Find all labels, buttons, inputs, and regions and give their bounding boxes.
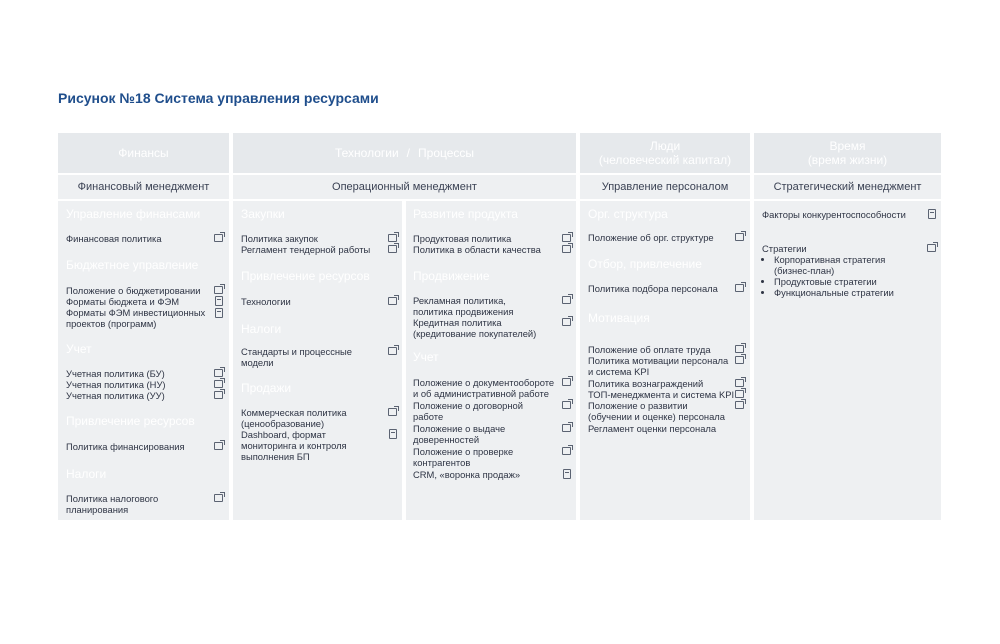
list-item: Положение о развитии (обучении и оценке) персонала [588,400,725,422]
group-title: Учет [66,342,92,356]
list-item: Положение о проверке контрагентов [413,446,514,468]
group-title: Орг. структура [588,207,668,221]
folder-icon [927,244,936,252]
list-item: Стандарты и процессные модели [241,346,353,368]
column-time [754,133,941,520]
folder-icon [735,356,744,364]
document-icon [215,308,223,318]
column-header [58,133,229,173]
column-header-text: Время [829,139,866,153]
list-item: Факторы конкурентоспособности [762,209,906,220]
list-item: Положение об орг. структуре [588,232,714,243]
list-item: Форматы бюджета и ФЭМ [66,296,180,307]
management-label: Стратегический менеджмент [754,175,941,199]
column-header-text: Технологии [334,146,399,160]
folder-icon [214,369,223,377]
folder-icon [562,234,571,242]
folder-icon [214,442,223,450]
strategies-title: Стратегии [762,243,807,254]
group-title: Привлечение ресурсов [241,269,370,283]
list-item: Учетная политика (УУ) [66,390,165,401]
list-item: (бизнес-план) [774,265,835,276]
column-technologies [233,133,576,520]
list-item: • Корпоративная стратегия [774,254,922,265]
list-item: Учетная политика (НУ) [66,379,166,390]
list-item: Технологии [241,296,291,307]
folder-icon [388,408,397,416]
list-item: Положение о договорной работе [413,400,524,422]
folder-icon [214,234,223,242]
list-item: Регламент оценки персонала [588,423,717,434]
folder-icon [214,494,223,502]
column-header-subtext: (время жизни) [807,153,888,167]
column-body [58,201,229,520]
list-item: Политика подбора персонала [588,283,718,294]
list-item: Политика в области качества [413,244,541,255]
management-label: Управление персоналом [580,175,750,199]
management-label: Финансовый менеджмент [58,175,229,199]
group-title: Налоги [66,467,107,481]
folder-icon [735,345,744,353]
figure-title: Рисунок №18 Система управления ресурсами [58,90,379,106]
folder-icon [735,233,744,241]
group-title: Закупки [241,207,285,221]
list-item: • Продуктовые стратегии [774,276,922,287]
folder-icon [735,284,744,292]
folder-icon [388,347,397,355]
list-item: Политика вознаграждений [588,378,704,389]
folder-icon [214,380,223,388]
folder-icon [735,379,744,387]
folder-icon [388,234,397,242]
column-body [580,201,750,520]
document-icon [215,296,223,306]
group-title: Продвижение [413,269,490,283]
folder-icon [562,296,571,304]
folder-icon [214,391,223,399]
folder-icon [214,286,223,294]
column-people [580,133,750,520]
list-item: Продуктовая политика [413,233,512,244]
column-header [580,133,750,173]
list-item: Положение о выдаче доверенностей [413,423,506,445]
document-icon [928,209,936,219]
column-body [233,201,576,520]
folder-icon [735,390,744,398]
group-title: Бюджетное управление [66,258,199,272]
list-item: Политика финансирования [66,441,185,452]
list-item: Кредитная политика (кредитование покупателей) [413,317,537,339]
list-item: Политика закупок [241,233,318,244]
column-header [754,133,941,173]
column-header-text: Финансы [118,146,169,160]
group-title: Управление финансами [66,207,201,221]
group-title: Привлечение ресурсов [66,414,195,428]
list-item: • Функциональные стратегии [774,287,922,298]
group-title: Развитие продукта [413,207,518,221]
column-divider [402,201,406,520]
list-item: Форматы ФЭМ инвестиционных проектов (программ) [66,307,206,329]
group-title: Налоги [241,322,282,336]
column-header-text: Люди [649,139,681,153]
list-item: Положение о документообороте и об административной работе [413,377,555,399]
folder-icon [388,297,397,305]
column-finance [58,133,229,520]
column-body [754,201,941,520]
group-title: Продажи [241,381,292,395]
column-header-subtext: (человеческий капитал) [598,153,732,167]
list-item: Коммерческая политика (ценообразование) [241,407,347,429]
column-header-separator: / [406,146,411,160]
folder-icon [562,447,571,455]
list-item: Политика мотивации персонала и система KPI [588,355,729,377]
list-item: Политика налогового планирования [66,493,159,515]
folder-icon [562,318,571,326]
document-icon [563,469,571,479]
column-header-text: Процессы [418,146,475,160]
document-icon [389,429,397,439]
folder-icon [388,245,397,253]
list-item: CRM, «воронка продаж» [413,469,521,480]
folder-icon [562,245,571,253]
list-item: Dashboard, формат мониторинга и контроля выполнения БП [241,429,347,462]
list-item: Регламент тендерной работы [241,244,371,255]
list-item: Положение об оплате труда [588,344,711,355]
management-label: Операционный менеджмент [233,175,576,199]
folder-icon [735,401,744,409]
folder-icon [562,378,571,386]
folder-icon [562,424,571,432]
strategies-list [762,254,922,298]
list-item: ТОП-менеджмента и система KPI [588,389,735,400]
list-item: Учетная политика (БУ) [66,368,165,379]
list-item: Рекламная политика, политика продвижения [413,295,514,317]
list-item: Положение о бюджетировании [66,285,201,296]
column-header [233,133,576,173]
list-item: Финансовая политика [66,233,162,244]
group-title: Учет [413,350,439,364]
group-title: Мотивация [588,311,650,325]
folder-icon [562,401,571,409]
group-title: Отбор, привлечение [588,257,702,271]
